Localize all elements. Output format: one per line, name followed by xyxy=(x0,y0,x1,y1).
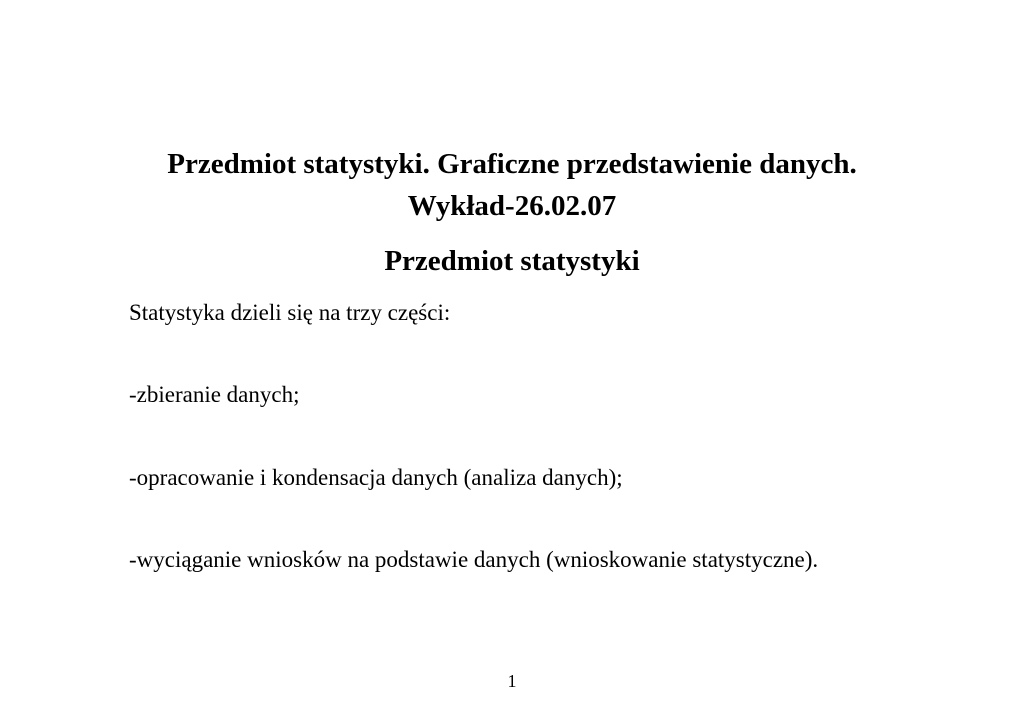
intro-paragraph: Statystyka dzieli się na trzy części: xyxy=(129,300,451,325)
section-heading: Przedmiot statystyki xyxy=(384,245,640,277)
document-title: Przedmiot statystyki. Graficzne przedstawienie danych. xyxy=(167,148,857,180)
list-item: -wyciąganie wniosków na podstawie danych (wnioskowanie statystyczne). xyxy=(129,547,819,572)
page-number: 1 xyxy=(507,671,517,691)
list-item: -opracowanie i kondensacja danych (analiza danych); xyxy=(129,465,623,490)
document-subtitle-date: Wykład-26.02.07 xyxy=(407,190,617,222)
list-item: -zbieranie danych; xyxy=(129,382,300,407)
